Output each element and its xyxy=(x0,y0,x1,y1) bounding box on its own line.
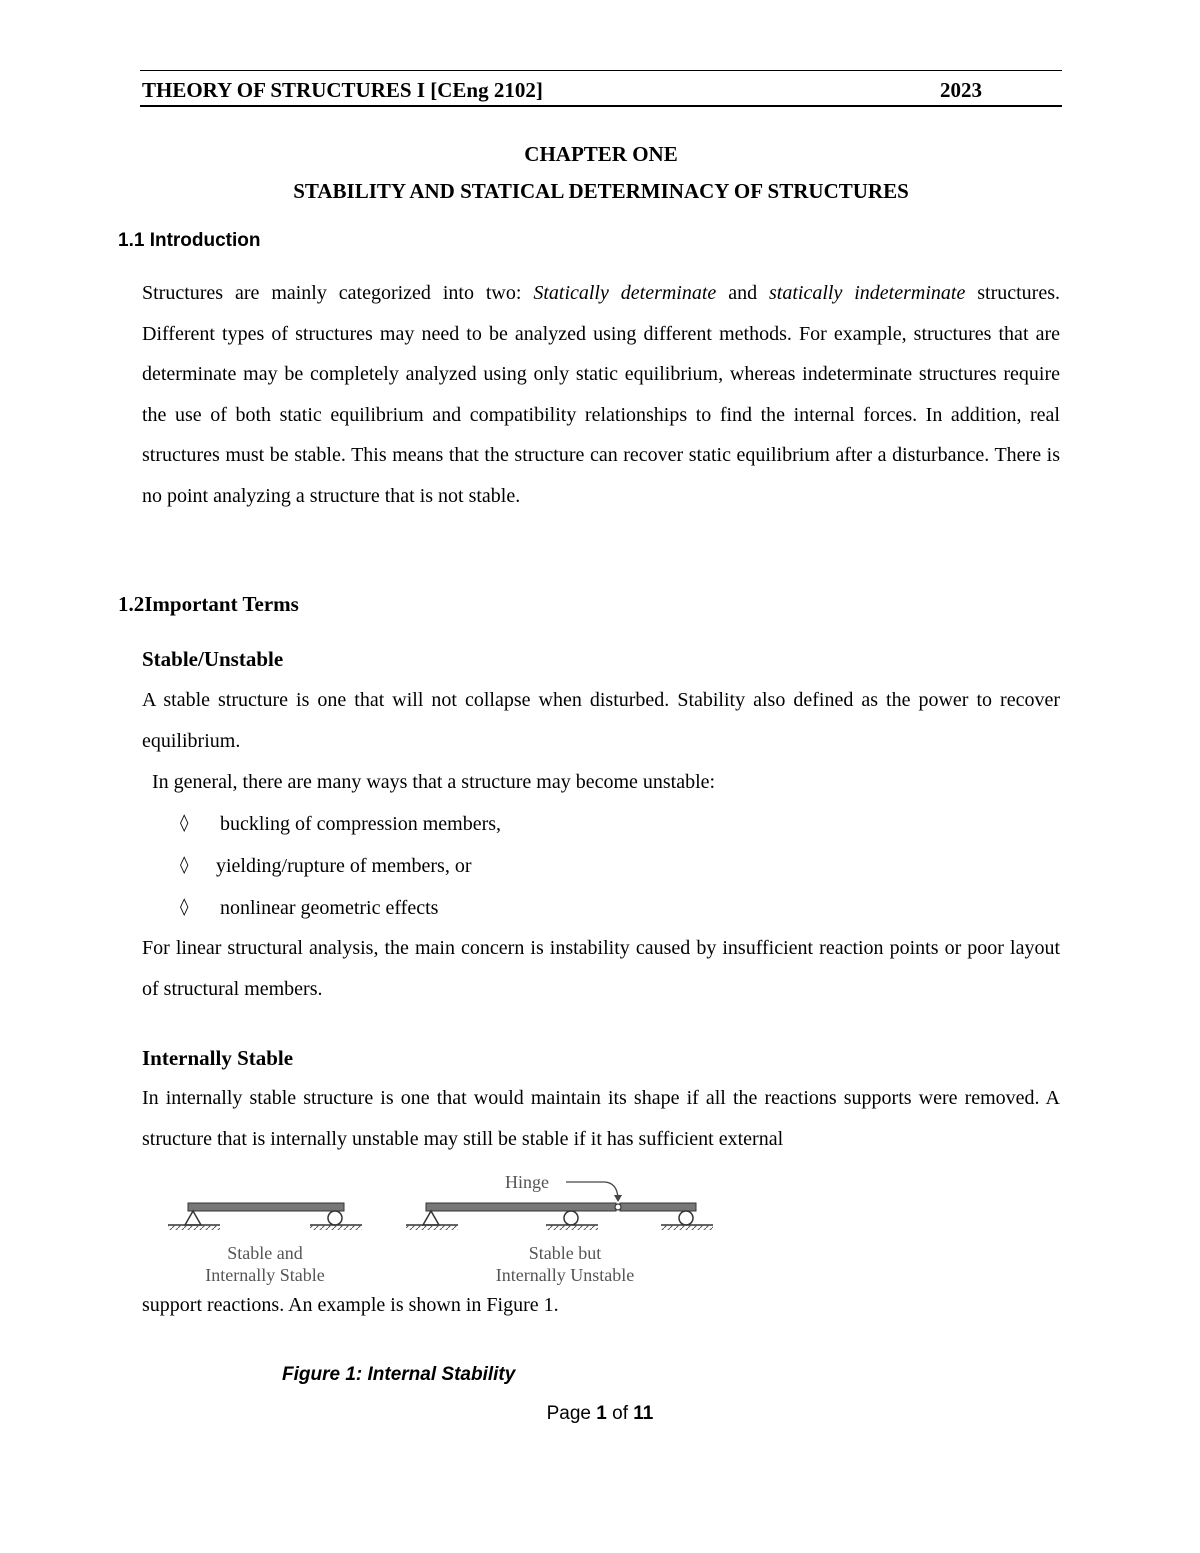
hinge-label: Hinge xyxy=(505,1172,549,1192)
list-item-text: nonlinear geometric effects xyxy=(220,897,439,919)
current-page: 1 xyxy=(596,1403,607,1424)
section-heading-introduction: 1.1 Introduction xyxy=(118,230,261,251)
list-item-text: yielding/rupture of members, or xyxy=(216,855,472,877)
beam xyxy=(188,1203,344,1211)
right-diagram-caption xyxy=(450,1242,680,1286)
section-heading-important-terms: 1.2Important Terms xyxy=(118,592,299,616)
pin-support-icon xyxy=(423,1211,439,1225)
arrowhead-icon xyxy=(614,1195,622,1202)
page-prefix: Page xyxy=(546,1403,597,1424)
page-number xyxy=(0,1403,1200,1425)
beam-segment xyxy=(620,1203,696,1211)
course-title: THEORY OF STRUCTURES I [CEng 2102] xyxy=(142,78,543,102)
roller-support-icon xyxy=(679,1211,693,1225)
chapter-number: CHAPTER ONE xyxy=(524,142,678,166)
diamond-bullet-icon: ◊ xyxy=(180,813,189,833)
header-year: 2023 xyxy=(940,78,982,102)
unstable-beam-diagram xyxy=(406,1182,713,1230)
general-instability-line: In general, there are many ways that a structure may become unstable: xyxy=(152,771,716,793)
stable-paragraph: A stable structure is one that will not collapse when disturbed. Stability also defined as the power to recover equilibrium. xyxy=(142,689,1060,752)
caption-line: Internally Stable xyxy=(205,1265,325,1285)
page-header xyxy=(140,70,1062,107)
beam-diagrams xyxy=(160,1168,740,1238)
roller-support-icon xyxy=(328,1211,342,1225)
internally-stable-paragraph: In internally stable structure is one that would maintain its shape if all the reactions supports were removed. A structure that is internally unstable may still be stable if it has sufficient external xyxy=(142,1087,1060,1150)
page-of: of xyxy=(606,1403,634,1424)
caption-line: Stable but xyxy=(528,1243,602,1263)
figure-reference-line: support reactions. An example is shown in Figure 1. xyxy=(142,1294,559,1316)
intro-text-and: and xyxy=(716,282,770,304)
chapter-title: STABILITY AND STATICAL DETERMINACY OF STRUCTURES xyxy=(293,179,909,203)
hinge-icon xyxy=(615,1204,621,1210)
figure-caption: Figure 1: Internal Stability xyxy=(282,1364,516,1385)
caption-line: Stable and xyxy=(227,1243,303,1263)
term-statically-indeterminate: statically indeterminate xyxy=(769,282,966,304)
hinge-arrow xyxy=(566,1182,618,1198)
list-item-text: buckling of compression members, xyxy=(220,813,502,835)
caption-line: Internally Unstable xyxy=(495,1265,635,1285)
diamond-bullet-icon: ◊ xyxy=(180,855,189,875)
subheading-internally-stable: Internally Stable xyxy=(142,1046,294,1070)
intro-text-rest: structures. Different types of structures may need to be analyzed using different methods. For example, structures that are determinate may be completely analyzed using only static equilibrium, whereas indeterminate structures require the use of both static equilibrium and compatibility relationships to find the internal forces. In addition, real structures must be stable. This means that the structure can recover static equilibrium after a disturbance. There is no point analyzing a structure that is not stable. xyxy=(142,282,1060,507)
beam-segment xyxy=(426,1203,616,1211)
stable-beam-diagram xyxy=(168,1203,362,1230)
internal-stability-figure xyxy=(160,1168,740,1293)
subheading-stable-unstable: Stable/Unstable xyxy=(142,647,284,671)
linear-analysis-paragraph: For linear structural analysis, the main concern is instability caused by insufficient reaction points or poor layout of structural members. xyxy=(142,937,1060,1000)
pin-support-icon xyxy=(185,1211,201,1225)
term-statically-determinate: Statically determinate xyxy=(533,282,717,304)
ground-hatch xyxy=(661,1225,713,1230)
ground-hatch xyxy=(406,1225,458,1230)
intro-text-start: Structures are mainly categorized into two: xyxy=(142,282,534,304)
roller-support-icon xyxy=(564,1211,578,1225)
ground-hatch xyxy=(546,1225,598,1230)
total-pages: 11 xyxy=(633,1403,654,1424)
diamond-bullet-icon: ◊ xyxy=(180,897,189,917)
introduction-paragraph xyxy=(142,273,1060,516)
ground-hatch xyxy=(168,1225,220,1230)
ground-hatch xyxy=(310,1225,362,1230)
left-diagram-caption xyxy=(160,1242,370,1286)
